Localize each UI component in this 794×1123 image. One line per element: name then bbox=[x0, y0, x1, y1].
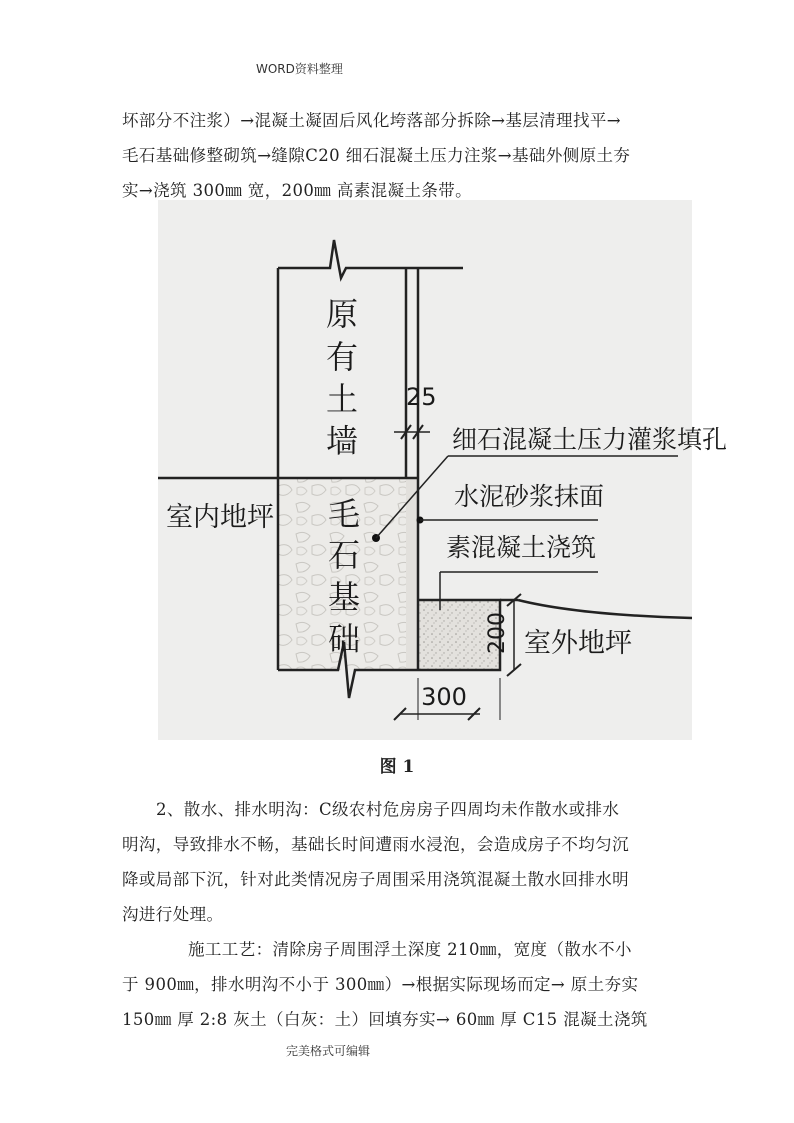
outdoor-grade-line bbox=[518, 600, 692, 618]
foundation-label-3: 基 bbox=[327, 578, 361, 616]
callout-mortar-label: 水泥砂浆抹面 bbox=[454, 482, 605, 511]
dim-25-label: 25 bbox=[406, 383, 437, 411]
figure-caption: 图 1 bbox=[379, 757, 415, 777]
indoor-label: 室内地坪 bbox=[166, 502, 274, 533]
paragraph3-line-1: 施工工艺：清除房子周围浮土深度 210㎜，宽度（散水不小 bbox=[188, 940, 632, 959]
paragraph2-line-3: 降或局部下沉，针对此类情况房子周围采用浇筑混凝土散水回排水明 bbox=[122, 870, 629, 889]
wall-label-3: 土 bbox=[325, 380, 359, 418]
foundation-figure bbox=[158, 200, 728, 740]
paragraph1-line-1: 坏部分不注浆）→混凝土凝固后风化垮落部分拆除→基层清理找平→ bbox=[122, 111, 621, 130]
foundation-diagram bbox=[158, 200, 728, 740]
foundation-label-4: 础 bbox=[327, 620, 361, 658]
paragraph2-line-2: 明沟，导致排水不畅，基础长时间遭雨水浸泡，会造成房子不均匀沉 bbox=[122, 835, 629, 854]
foundation-label-1: 毛 bbox=[327, 495, 361, 533]
paragraph1-line-3: 实→浇筑 300㎜ 宽，200㎜ 高素混凝土条带。 bbox=[122, 181, 473, 200]
paragraph3-line-3: 150㎜ 厚 2:8 灰土（白灰：土）回填夯实→ 60㎜ 厚 C15 混凝土浇筑 bbox=[122, 1010, 648, 1029]
paragraph2-line-4: 沟进行处理。 bbox=[122, 905, 224, 924]
callout-concrete-label: 素混凝土浇筑 bbox=[446, 533, 597, 562]
dim-200-label: 200 bbox=[485, 612, 510, 654]
wall-label-4: 墙 bbox=[325, 422, 359, 460]
dim-300-label: 300 bbox=[421, 683, 467, 711]
page-header: WORD资料整理 bbox=[256, 62, 343, 76]
paragraph2-line-1: 2、散水、排水明沟：C级农村危房房子四周均未作散水或排水 bbox=[156, 800, 620, 819]
top-break-line bbox=[278, 240, 463, 278]
paragraph1-line-2: 毛石基础修整砌筑→缝隙C20 细石混凝土压力注浆→基础外侧原土夯 bbox=[122, 146, 631, 165]
page-footer: 完美格式可编辑 bbox=[286, 1044, 371, 1058]
wall-label-2: 有 bbox=[325, 338, 359, 376]
wall-label-1: 原 bbox=[325, 295, 359, 333]
outdoor-label: 室外地坪 bbox=[524, 628, 632, 659]
callout-grout-label: 细石混凝土压力灌浆填孔 bbox=[452, 425, 728, 454]
foundation-label-2: 石 bbox=[327, 536, 361, 574]
paragraph3-line-2: 于 900㎜，排水明沟不小于 300㎜）→根据实际现场而定→ 原土夯实 bbox=[122, 975, 639, 994]
